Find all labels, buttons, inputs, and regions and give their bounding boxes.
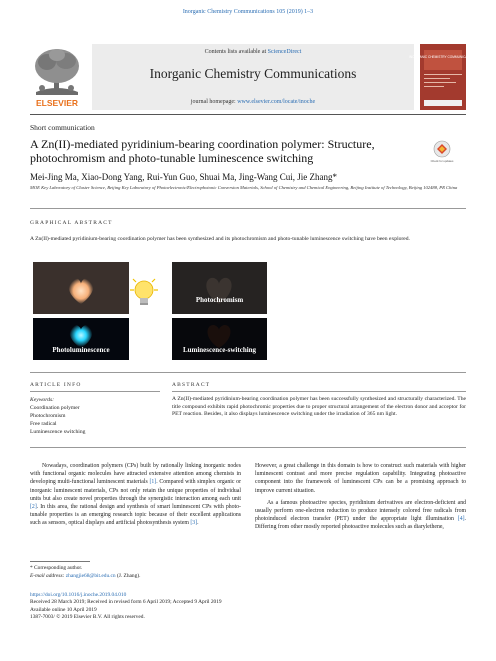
heart-sample-image xyxy=(33,262,129,314)
body-column-right xyxy=(255,462,466,536)
keyword-item: Luminescence switching xyxy=(30,429,86,435)
article-info-rule xyxy=(30,391,160,392)
copyright: 1387-7003/ © 2019 Elsevier B.V. All rights reserved. xyxy=(30,614,145,621)
graphical-abstract-heading: GRAPHICAL ABSTRACT xyxy=(30,220,113,226)
keyword-item: Coordination polymer xyxy=(30,405,80,411)
elsevier-tree-icon xyxy=(30,44,84,110)
dark-sample-image xyxy=(172,262,267,314)
received-dates: Received 28 March 2019; Received in revised form 6 April 2019; Accepted 9 April 2019 xyxy=(30,599,222,606)
crossmark-icon xyxy=(432,140,452,164)
available-online: Available online 10 April 2019 xyxy=(30,606,97,613)
publisher-wordmark: ELSEVIER xyxy=(35,98,79,108)
contents-prefix: Contents lists available at xyxy=(204,49,268,55)
sample-photo-photoluminescence xyxy=(33,318,129,360)
sample-photo-luminescence-switching xyxy=(172,318,267,360)
citation-link[interactable]: [3] xyxy=(190,520,198,527)
abstract-bottom-rule xyxy=(30,447,466,448)
corresponding-author-note: * Corresponding author. xyxy=(30,565,83,571)
email-line: E-mail address: zhangjie68@bit.edu.cn (J. Zhang). xyxy=(30,572,141,579)
contents-line xyxy=(92,49,414,55)
doi-link[interactable]: https://doi.org/10.1016/j.inoche.2019.04.010 xyxy=(30,592,127,598)
crossmark-badge[interactable] xyxy=(432,140,452,164)
footnote xyxy=(30,565,241,580)
cover-title: INORGANIC CHEMISTRY COMMUNICATIONS xyxy=(408,55,478,59)
keywords-heading: Keywords: xyxy=(30,397,55,403)
footnote-rule xyxy=(30,561,90,562)
article-info-heading: ARTICLE INFO xyxy=(30,382,82,388)
crossmark-label: Check for updates xyxy=(430,159,454,163)
body-paragraph: Nowadays, coordination polymers (CPs) built by rationally linking inorganic nodes with functional organic molecules have attracted extensive attention among chemists in developing multi-functional luminescent materials [1]. Compared with simplex organic or inorganic luminescent materials, CPs not only retain the unique properties of individual units but also create novel properties through the synergistic interaction among each unit [2]. In this area, the rational design and synthesis of smart luminescent CPs with photo-tunable properties is an emerging research topic because of their excellent applications such as sensors, optical displays and artificial photosynthesis system [3]. xyxy=(30,463,241,527)
article-type: Short communication xyxy=(30,123,95,132)
journal-masthead xyxy=(30,44,478,110)
journal-cover-thumbnail[interactable] xyxy=(408,44,478,110)
affiliation-rule xyxy=(30,208,466,209)
sample-photo-daylight xyxy=(33,262,129,314)
header-rule xyxy=(30,114,466,115)
homepage-link[interactable]: www.elsevier.com/locate/inoche xyxy=(237,99,316,105)
article-title: A Zn(II)-mediated pyridinium-bearing coordination polymer: Structure, photochromism and photo-tunable luminescence switching xyxy=(30,137,375,165)
sample-photo-photochromism xyxy=(172,262,267,314)
light-bulb-icon xyxy=(130,278,158,314)
citation-link[interactable]: [4] xyxy=(457,516,465,523)
journal-homepage-line xyxy=(92,99,414,105)
sciencedirect-link[interactable]: ScienceDirect xyxy=(267,49,302,55)
author-list: Mei-Jing Ma, Xiao-Dong Yang, Rui-Yun Guo, Shuai Ma, Jing-Wang Cui, Jie Zhang* xyxy=(30,172,338,182)
affiliation: MOE Key Laboratory of Cluster Science, Beijing Key Laboratory of Photoelectronic/Electrophotonic Conversion Materials, School of Chemistry and Chemical Engineering, Beijing Institute of Technology, Beijing 102488, PR China xyxy=(30,185,458,190)
running-head[interactable]: Inorganic Chemistry Communications 105 (2019) 1–3 xyxy=(182,9,314,15)
citation-link[interactable]: [1] xyxy=(149,479,157,486)
abstract-rule xyxy=(172,391,466,392)
publication-metadata xyxy=(30,592,466,622)
email-link[interactable]: zhangjie68@bit.edu.cn xyxy=(65,572,116,579)
abstract-heading: ABSTRACT xyxy=(172,382,211,388)
body-paragraph: As a famous photoactive species, pyridinium derivatives are electron-deficient and usually perform one-electron reduction to produce intensely colored free radicals from photoinduced electron transfer (PET) under the appropriate light illumination [4]. Differing from other mostly reported photoactive molecules such as diarylethene, xyxy=(255,499,466,531)
photoluminescence-label: Photoluminescence xyxy=(52,346,110,354)
graphical-abstract-rule xyxy=(30,372,466,373)
body-paragraph: However, a great challenge in this domain is how to construct such materials with higher luminescent contrast and more precise regulation capability. Integrating photoactive component into the framework of luminescent CPs can be a promising approach to improve current situation. xyxy=(255,463,466,494)
graphical-abstract-description: A Zn(II)-mediated pyridinium-bearing coordination polymer has been synthesized and its photochromism and photo-tunable luminescence switching have been explored. xyxy=(30,236,410,242)
journal-title: Inorganic Chemistry Communications xyxy=(149,66,357,81)
keyword-item: Free radical xyxy=(30,421,57,427)
citation-link[interactable]: [2] xyxy=(30,504,37,511)
homepage-prefix: journal homepage: xyxy=(190,99,238,105)
abstract-text: A Zn(II)-mediated pyridinium-bearing coordination polymer has been successfully synthesized and structurally characterized. The title compound exhibits rapid photochromic properties due to proper structural arrangement of the electron donor and acceptor for PET reaction. Besides, it also displays luminescence switching under the irradiation of 365 nm light. xyxy=(172,396,466,418)
photochromism-label: Photochromism xyxy=(195,296,244,304)
cover-image xyxy=(408,44,478,110)
luminescence-switching-label: Luminescence-switching xyxy=(182,346,257,354)
keyword-item: Photochromism xyxy=(30,413,66,419)
body-column-left xyxy=(30,462,241,532)
elsevier-logo xyxy=(30,44,84,110)
journal-title-block xyxy=(92,44,414,110)
